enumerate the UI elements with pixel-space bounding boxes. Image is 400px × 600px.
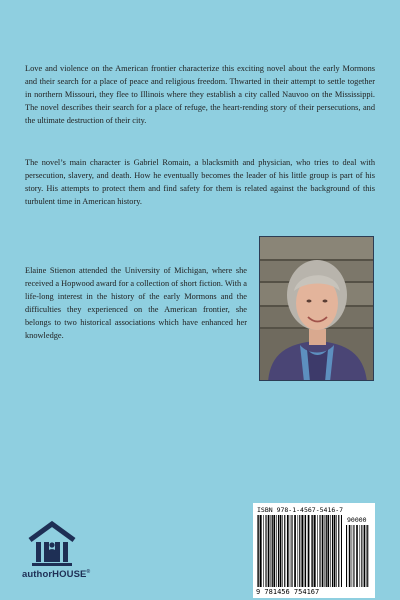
barcode-bar — [268, 515, 270, 587]
barcode-bar — [336, 515, 337, 587]
isbn-barcode — [253, 503, 375, 598]
barcode-addon-bar — [367, 525, 368, 587]
barcode-bar — [271, 515, 272, 587]
barcode-bar — [282, 515, 283, 587]
isbn-label: ISBN 978-1-4567-5416-7 — [257, 506, 344, 514]
barcode-bar — [284, 515, 285, 587]
barcode-bar — [326, 515, 327, 587]
barcode-bars — [256, 515, 342, 587]
barcode-bar — [257, 515, 258, 587]
barcode-bar — [258, 515, 259, 587]
barcode-bar — [308, 515, 310, 587]
registered-mark: ® — [86, 569, 91, 575]
price-code: 90000 — [347, 516, 367, 524]
barcode-bar — [299, 515, 300, 587]
barcode-bar — [332, 515, 333, 587]
barcode-addon-bar — [361, 525, 362, 587]
barcode-bar — [273, 515, 275, 587]
barcode-bar — [327, 515, 329, 587]
barcode-bar — [265, 515, 266, 587]
barcode-addon-bars — [345, 525, 371, 587]
barcode-bar — [334, 515, 336, 587]
barcode-bar — [276, 515, 277, 587]
barcode-bar — [341, 515, 342, 587]
barcode-bar — [305, 515, 306, 587]
barcode-digits: 9 781456 754167 — [256, 588, 320, 596]
barcode-addon-bar — [353, 525, 354, 587]
barcode-addon-bar — [364, 525, 366, 587]
barcode-bar — [260, 515, 262, 587]
barcode-bar — [287, 515, 289, 587]
barcode-bar — [294, 515, 296, 587]
barcode-bar — [325, 515, 326, 587]
barcode-addon-bar — [352, 525, 353, 587]
barcode-bar — [322, 515, 324, 587]
author-bio: Elaine Stienon attended the University of Michigan, where she received a Hopwood award for a collection of short fiction. With a life-long interest in the history of the early Mormons and the difficulties they experienced on the American frontier, she belongs to two historical associations which have enhanced her knowledge. — [25, 266, 247, 340]
barcode-bar — [263, 515, 264, 587]
barcode-addon-bar — [366, 525, 367, 587]
publisher-name: authorHOUSE — [22, 569, 87, 581]
barcode-bar — [338, 515, 339, 587]
barcode-bar — [301, 515, 303, 587]
barcode-addon-bar — [360, 525, 361, 587]
barcode-bar — [311, 515, 312, 587]
barcode-bar — [280, 515, 282, 587]
barcode-addon-bar — [346, 525, 347, 587]
barcode-bar — [330, 515, 331, 587]
barcode-bar — [291, 515, 292, 587]
publisher-logo-text — [22, 569, 90, 580]
description-paragraph-1: Love and violence on the American frontier characterize this exciting novel about the early Mormons and their search for a place of peace and religious freedom. Thwarted in their attempt to settle together in northern Missouri, they flee to Illinois where they establish a city called Nauvoo on the Mississippi. The novel describes their search for a place of refuge, the heart-rending story of their persecutions, and the ultimate destruction of their city. — [25, 64, 375, 125]
description-paragraph-2: The novel’s main character is Gabriel Romain, a blacksmith and physician, who tries to deal with persecution, slavery, and death. How he eventually becomes the leader of his little group is part of his story. His attempts to protect them and find safety for them is related against the background of this turbulent time in American history. — [25, 158, 375, 206]
barcode-bar — [272, 515, 273, 587]
barcode-bar — [314, 515, 316, 587]
barcode-addon-bar — [356, 525, 358, 587]
barcode-bar — [319, 515, 320, 587]
barcode-bar — [312, 515, 313, 587]
barcode-addon-bar — [349, 525, 351, 587]
author-photo — [259, 236, 374, 381]
authorhouse-logo-icon — [24, 518, 94, 576]
barcode-bar — [278, 515, 279, 587]
barcode-bar — [317, 515, 318, 587]
barcode-bar — [298, 515, 299, 587]
barcode-bar — [304, 515, 305, 587]
barcode-bar — [290, 515, 291, 587]
